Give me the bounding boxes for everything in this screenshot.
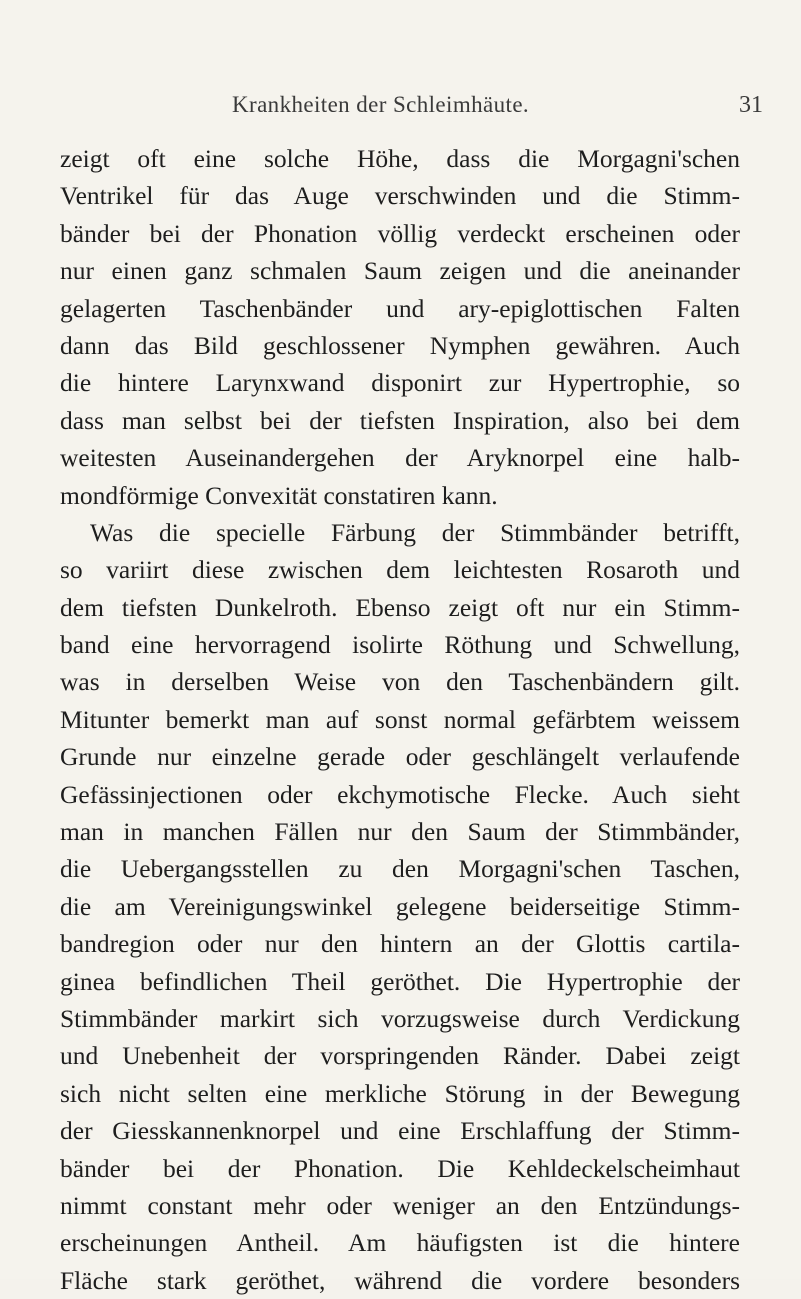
text-line: Stimmbänder markirt sich vorzugsweise durch Verdickung [60,1003,740,1033]
text-line: nimmt constant mehr oder weniger an den Entzündungs- [60,1190,740,1220]
text-line: dann das Bild geschlossener Nymphen gewähren. Auch [60,330,740,360]
text-line: Mitunter bemerkt man auf sonst normal gefärbtem weissem [60,704,740,734]
running-head [0,92,801,128]
text-line: bandregion oder nur den hintern an der Glottis cartila- [60,929,740,959]
text-line: Gefässinjectionen oder ekchymotische Flecke. Auch sieht [60,779,740,809]
text-line: die am Vereinigungswinkel gelegene beiderseitige Stimm- [60,891,740,921]
text-line: band eine hervorragend isolirte Röthung und Schwellung, [60,630,740,660]
text-line: Grunde nur einzelne gerade oder geschlängelt verlaufende [60,742,740,772]
text-line: bänder bei der Phonation völlig verdeckt erscheinen oder [60,218,740,248]
text-line: die hintere Larynxwand disponirt zur Hypertrophie, so [60,368,740,398]
text-line: erscheinungen Antheil. Am häufigsten ist die hintere [60,1228,740,1258]
text-line: Fläche stark geröthet, während die vordere besonders [60,1265,740,1295]
text-line: sich nicht selten eine merkliche Störung in der Bewegung [60,1078,740,1108]
text-line: was in derselben Weise von den Taschenbändern gilt. [60,667,740,697]
running-head-title: Krankheiten der Schleimhäute. [232,92,530,117]
text-line: man in manchen Fällen nur den Saum der Stimmbänder, [60,817,740,847]
text-line: Ventrikel für das Auge verschwinden und die Stimm- [60,181,740,211]
text-line: und Unebenheit der vorspringenden Ränder. Dabei zeigt [60,1041,740,1071]
text-line: dass man selbst bei der tiefsten Inspiration, also bei dem [60,405,740,435]
text-line: nur einen ganz schmalen Saum zeigen und die aneinander [60,256,740,286]
page-number: 31 [739,92,763,118]
text-line: die Uebergangsstellen zu den Morgagni'schen Taschen, [60,854,740,884]
text-line: Was die specielle Färbung der Stimmbänder betrifft, [90,517,740,547]
text-line: bänder bei der Phonation. Die Kehldeckelscheimhaut [60,1153,740,1183]
body-text [60,140,740,1299]
text-line: gelagerten Taschenbänder und ary-epiglottischen Falten [60,293,740,323]
text-line: ginea befindlichen Theil geröthet. Die Hypertrophie der [60,966,740,996]
text-line: dem tiefsten Dunkelroth. Ebenso zeigt oft nur ein Stimm- [60,592,740,622]
text-line: mondförmige Convexität constatiren kann. [60,480,498,510]
text-line: der Giesskannenknorpel und eine Erschlaffung der Stimm- [60,1116,740,1146]
text-line: so variirt diese zwischen dem leichtesten Rosaroth und [60,555,740,585]
text-line: zeigt oft eine solche Höhe, dass die Morgagni'schen [60,144,740,173]
text-line: weitesten Auseinandergehen der Aryknorpel eine halb- [60,443,740,473]
